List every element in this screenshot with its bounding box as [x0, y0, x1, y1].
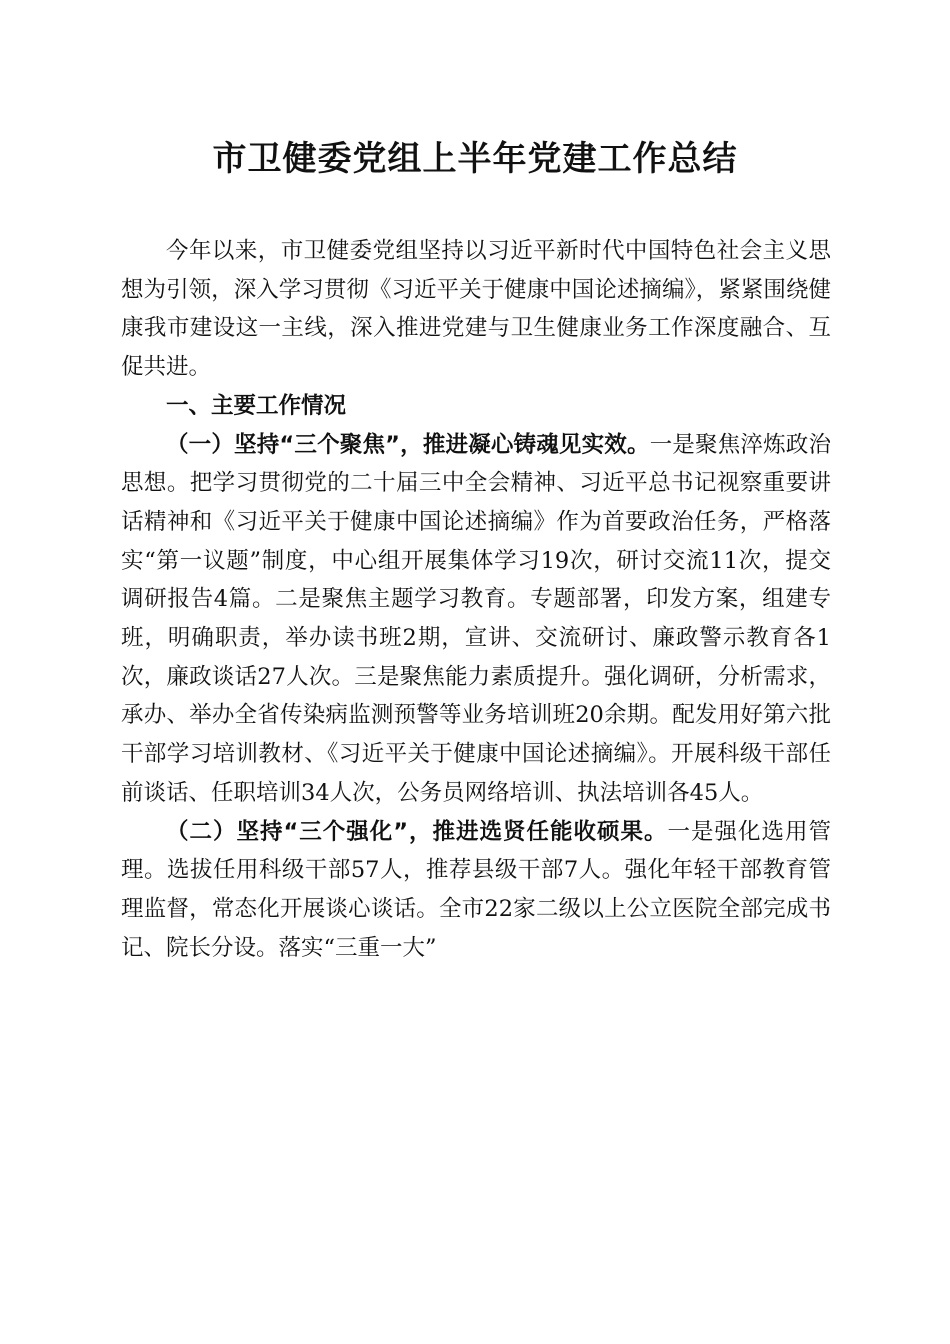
intro-paragraph: 今年以来，市卫健委党组坚持以习近平新时代中国特色社会主义思想为引领，深入学习贯彻《习近平关于健康中国论述摘编》，紧紧围绕健康我市建设这一主线，深入推进党建与卫生健康业务工作深度融合、互促共进。 [121, 238, 831, 381]
document-body [121, 232, 831, 967]
section-heading-main-work: 一、主要工作情况 [166, 392, 347, 419]
item-one-lead: （一）坚持“三个聚焦”，推进凝心铸魂见实效。 [166, 431, 650, 458]
document-title: 市卫健委党组上半年党建工作总结 [212, 139, 738, 179]
item-one-paragraph [121, 426, 831, 813]
item-two-paragraph [121, 813, 831, 968]
item-two-lead: （二）坚持“三个强化”，推进选贤任能收硕果。 [166, 818, 668, 845]
item-one-body: 一是聚焦淬炼政治思想。把学习贯彻党的二十届三中全会精神、习近平总书记视察重要讲话精神和《习近平关于健康中国论述摘编》作为首要政治任务，严格落实“第一议题”制度，中心组开展集体学习19次，研讨交流11次，提交调研报告4篇。二是聚焦主题学习教育。专题部署，印发方案，组建专班，明确职责，举办读书班2期，宣讲、交流研讨、廉政警示教育各1次，廉政谈话27人次。三是聚焦能力素质提升。强化调研，分析需求，承办、举办全省传染病监测预警等业务培训班20余期。配发用好第六批干部学习培训教材、《习近平关于健康中国论述摘编》。开展科级干部任前谈话、任职培训34人次，公务员网络培训、执法培训各45人。 [121, 431, 831, 806]
item-two-body: 一是强化选用管理。选拔任用科级干部57人，推荐县级干部7人。强化年轻干部教育管理监督，常态化开展谈心谈话。全市22家二级以上公立医院全部完成书记、院长分设。落实“三重一大” [121, 818, 831, 961]
